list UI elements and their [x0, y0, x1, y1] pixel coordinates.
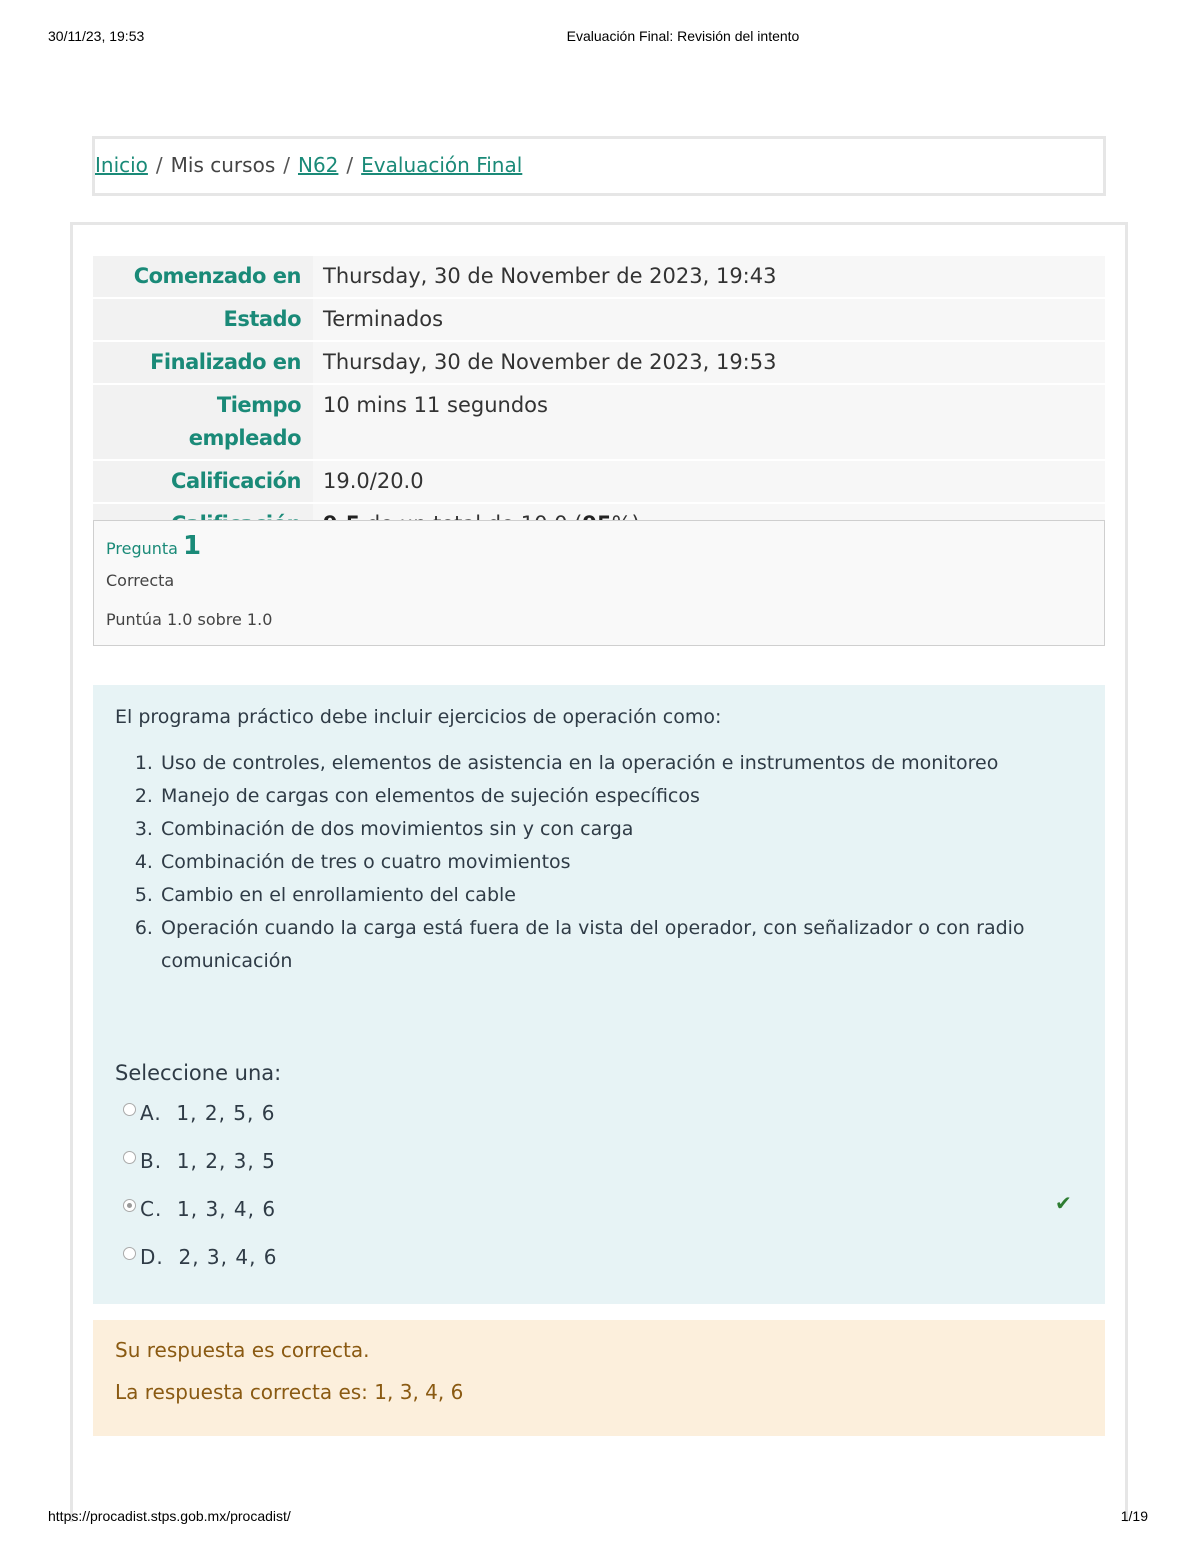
- print-footer: [0, 1508, 1200, 1528]
- breadcrumb-separator: /: [155, 153, 163, 177]
- question-state: Correcta: [106, 571, 175, 590]
- answer-option-c[interactable]: [123, 1197, 276, 1221]
- summary-label: Tiempo empleado: [93, 385, 313, 459]
- print-url: https://procadist.stps.gob.mx/procadist/: [48, 1508, 291, 1524]
- answer-letter: A.: [140, 1101, 162, 1125]
- right-answer: La respuesta correcta es: 1, 3, 4, 6: [115, 1380, 464, 1404]
- summary-value: Terminados: [313, 299, 1105, 340]
- check-icon: ✔: [1055, 1191, 1072, 1215]
- question-formulation: [93, 685, 1105, 1304]
- summary-row-time-taken: [93, 385, 1105, 459]
- summary-value: Thursday, 30 de November de 2023, 19:43: [313, 256, 1105, 297]
- question-number-value: 1: [183, 531, 202, 561]
- print-title: Evaluación Final: Revisión del intento: [566, 28, 800, 44]
- summary-row-finished: [93, 342, 1105, 383]
- print-page-number: 1/19: [1120, 1508, 1148, 1524]
- summary-row-started: [93, 256, 1105, 297]
- summary-value: 19.0/20.0: [313, 461, 1105, 502]
- breadcrumb-separator: /: [283, 153, 290, 177]
- breadcrumb-quiz-link[interactable]: Evaluación Final: [361, 153, 523, 177]
- list-item: 3. Combinación de dos movimientos sin y con carga: [159, 813, 1083, 846]
- radio-button[interactable]: [123, 1103, 136, 1116]
- summary-row-state: [93, 299, 1105, 340]
- summary-label: Comenzado en: [93, 256, 313, 297]
- list-item: 2. Manejo de cargas con elementos de sujeción específicos: [159, 780, 1083, 813]
- answer-text: 1, 2, 3, 5: [176, 1149, 276, 1173]
- breadcrumb: [92, 136, 1106, 196]
- summary-row-marks: [93, 461, 1105, 502]
- question-grade: Puntúa 1.0 sobre 1.0: [106, 610, 273, 629]
- answer-option-b[interactable]: [123, 1149, 276, 1173]
- list-item: 1. Uso de controles, elementos de asistencia en la operación e instrumentos de monitoreo: [159, 747, 1083, 780]
- radio-button[interactable]: [123, 1151, 136, 1164]
- question-number: [106, 531, 1092, 561]
- summary-value: 10 mins 11 segundos: [313, 385, 1105, 459]
- answer-option-d[interactable]: [123, 1245, 278, 1269]
- breadcrumb-home-link[interactable]: Inicio: [95, 153, 148, 177]
- attempt-summary-table: [93, 256, 1105, 547]
- list-item: 5. Cambio en el enrollamiento del cable: [159, 879, 1083, 912]
- summary-label: Finalizado en: [93, 342, 313, 383]
- print-datetime: 30/11/23, 19:53: [48, 28, 145, 44]
- summary-label: Estado: [93, 299, 313, 340]
- answer-text: 1, 2, 5, 6: [176, 1101, 276, 1125]
- print-header: [0, 28, 1200, 48]
- breadcrumb-my-courses: Mis cursos: [170, 153, 276, 177]
- breadcrumb-separator: /: [346, 153, 354, 177]
- question-info: [93, 520, 1105, 646]
- select-one-label: Seleccione una:: [115, 1061, 282, 1085]
- list-item: 6. Operación cuando la carga está fuera de la vista del operador, con señalizador o con radio comunicación: [159, 912, 1083, 978]
- list-item: 4. Combinación de tres o cuatro movimientos: [159, 846, 1083, 879]
- answer-text: 1, 3, 4, 6: [177, 1197, 277, 1221]
- answer-option-a[interactable]: [123, 1101, 275, 1125]
- question-prefix: Pregunta: [106, 539, 178, 558]
- summary-value: Thursday, 30 de November de 2023, 19:53: [313, 342, 1105, 383]
- answer-letter: B.: [140, 1149, 163, 1173]
- feedback-box: [93, 1320, 1105, 1436]
- summary-label: Calificación: [93, 461, 313, 502]
- specific-feedback: Su respuesta es correcta.: [115, 1338, 370, 1362]
- answer-letter: D.: [140, 1245, 164, 1269]
- question-item-list: [159, 747, 1083, 978]
- breadcrumb-course-link[interactable]: N62: [297, 153, 339, 177]
- radio-button[interactable]: [123, 1247, 136, 1260]
- answer-letter: C.: [140, 1197, 163, 1221]
- question-text: El programa práctico debe incluir ejercicios de operación como:: [115, 706, 722, 728]
- radio-button-selected[interactable]: [123, 1199, 136, 1212]
- answer-text: 2, 3, 4, 6: [178, 1245, 278, 1269]
